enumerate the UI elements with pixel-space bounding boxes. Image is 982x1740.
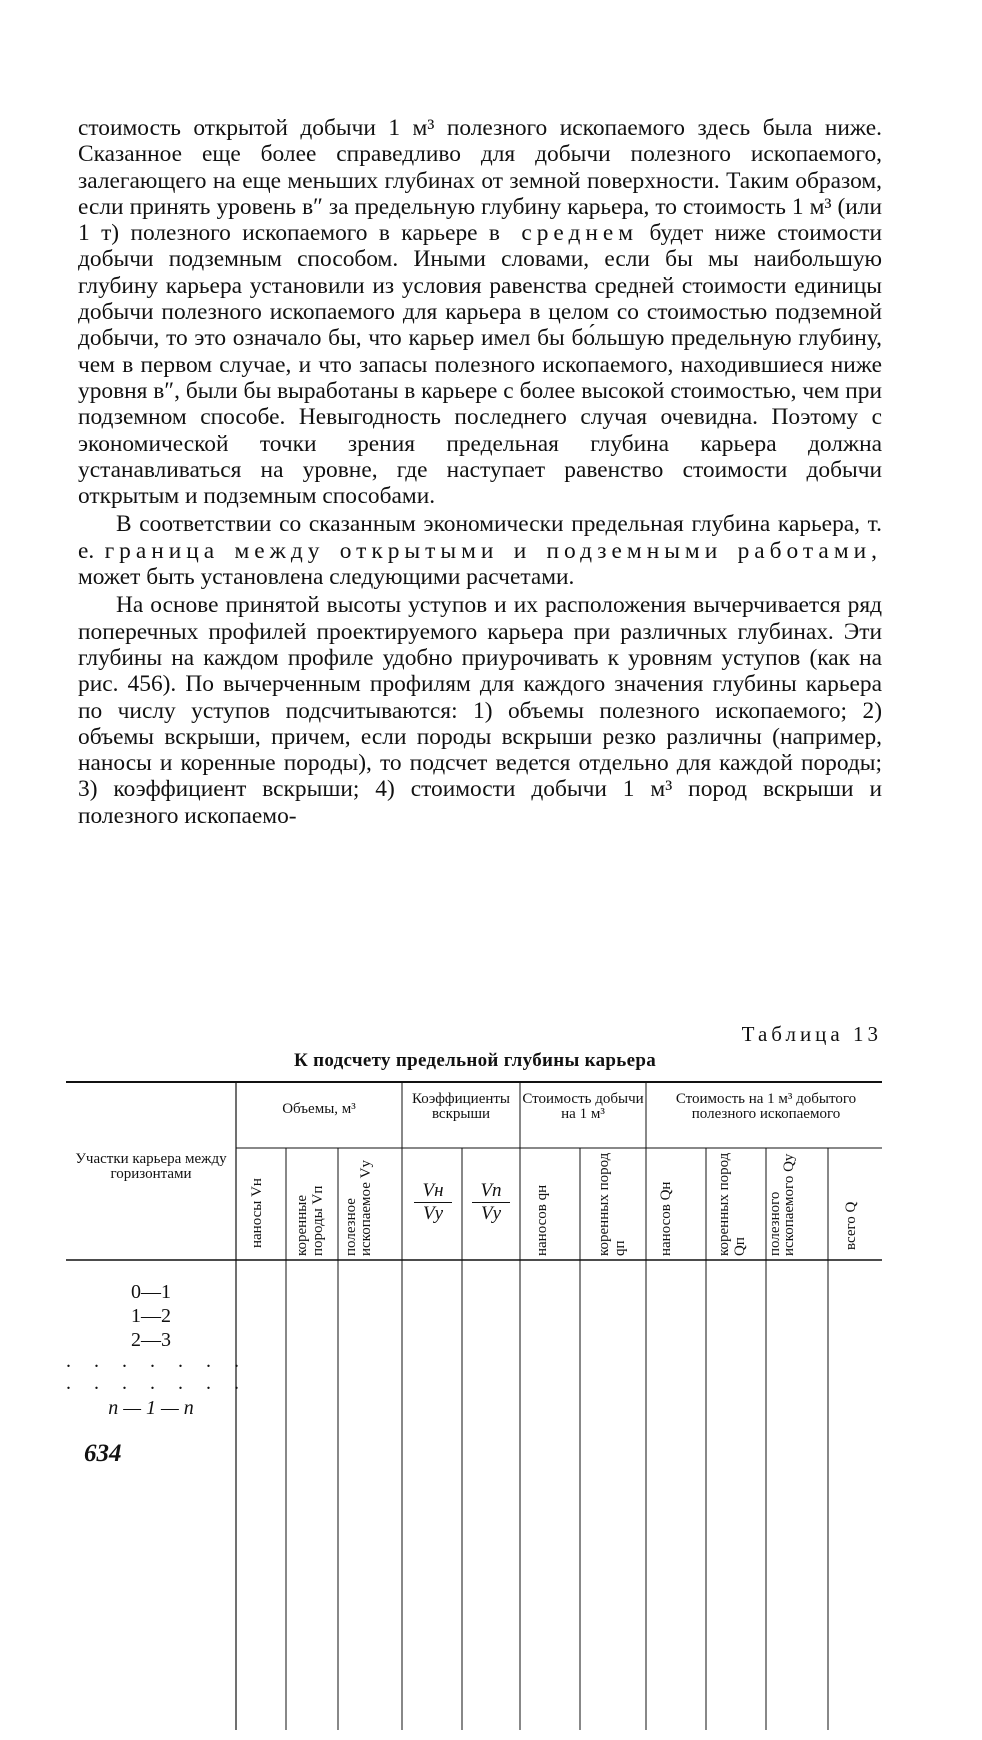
table-row: 2—3 xyxy=(131,1329,171,1351)
header-coef-vp-vu: Vп Vу xyxy=(472,1180,510,1225)
page-number: 634 xyxy=(84,1440,122,1467)
table-title: К подсчету предельной глубины карьера xyxy=(293,1050,657,1071)
header-vn: наносы Vн xyxy=(249,1178,265,1248)
paragraph-2: В соответствии со сказанным экономически предельная глубина карьера, т. е. граница между открытыми и подземными работами, может быть установлена следующими расчетами. xyxy=(78,511,882,591)
header-volumes: Объемы, м³ xyxy=(282,1101,356,1117)
header-Qu: полезного ископаемого Qу xyxy=(767,1153,797,1256)
header-coef-vn-vu: Vн Vу xyxy=(414,1180,452,1225)
spaced-emphasis: в среднем xyxy=(488,220,639,247)
paragraph-1: стоимость открытой добычи 1 м³ полезного ископаемого здесь была ниже. Сказанное еще более справедливо для добычи полезного ископаемого, залегающего на еще меньших глубинах от земной поверхности. Таким образом, если принять уровень в″ за предельную глубину карьера, то стоимость 1 м³ (или 1 т) полезного ископаемого в карьере в среднем будет ниже стоимости добычи подземным способом. Иными словами, если бы мы наибольшую глубину карьера установили из условия равенства средней стоимости единицы добычи полезного ископаемого для карьера в целом со стоимостью подземной добычи, то это означало бы, что карьер имел бы бо́льшую предельную глубину, чем в первом случае, и что запасы полезного ископаемого, находившиеся ниже уровня в″, были бы выработаны в карьере с более высокой стоимостью, чем при подземном способе. Невыгодность последнего случая очевидна. Поэтому с экономической точки зрения предельная глубина карьера должна устанавливаться на уровне, где наступает равенство стоимости добычи открытым и подземным способами. xyxy=(78,115,882,510)
spaced-emphasis: граница между открытыми и подземными работами, xyxy=(104,537,882,564)
header-Qp: коренных пород Qп xyxy=(716,1152,748,1256)
table-row-last: n — 1 — n xyxy=(108,1397,194,1419)
header-total-cost: Стоимость на 1 м³ добытого полезного ископаемого xyxy=(675,1091,857,1122)
table-row-dots: . . . . . . . xyxy=(66,1372,248,1394)
calc-table xyxy=(66,1080,882,1740)
table-label: Таблица 13 xyxy=(741,1022,882,1046)
header-vp: коренные породы Vп xyxy=(294,1185,326,1256)
header-qp: коренных пород qп xyxy=(596,1152,628,1256)
header-Q: всего Q xyxy=(843,1201,859,1250)
body-text xyxy=(78,115,882,829)
header-coefficients: Коэффициенты вскрыши xyxy=(411,1091,511,1122)
header-sections: Участки карьера между горизонтами xyxy=(75,1151,227,1182)
table-row: 1—2 xyxy=(131,1305,171,1327)
paragraph-3: На основе принятой высоты уступов и их расположения вычерчивается ряд поперечных профилей проектируемого карьера при различных глубинах. Эти глубины на каждом профиле удобно приурочивать к уровням уступов (как на рис. 456). По вычерченным профилям для каждого значения глубины карьера по числу уступов подсчитываются: 1) объемы полезного ископаемого; 2) объемы вскрыши, причем, если породы вскрыши резко различны (например, наносы и коренные породы), то подсчет ведется отдельно для каждой породы; 3) коэффициент вскрыши; 4) стоимости добычи 1 м³ пород вскрыши и полезного ископаемо- xyxy=(78,592,882,829)
header-vu: полезное ископаемое Vу xyxy=(343,1160,374,1256)
table-row-dots: . . . . . . . xyxy=(66,1350,248,1372)
table-row: 0—1 xyxy=(131,1281,171,1303)
header-cost: Стоимость добычи на 1 м³ xyxy=(522,1091,644,1122)
header-Qn: наносов Qн xyxy=(658,1181,674,1256)
header-qn: наносов qн xyxy=(534,1184,550,1256)
